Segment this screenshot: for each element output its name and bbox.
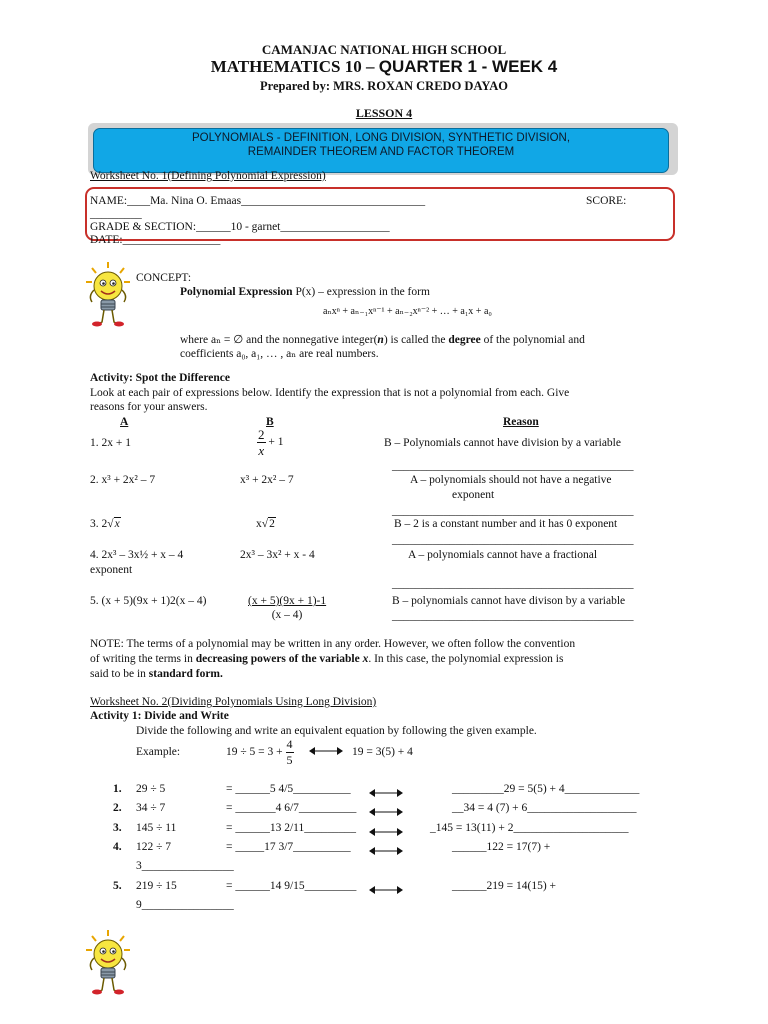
polynomial-formula: aₙxⁿ + aₙ₋₁xⁿ⁻¹ + aₙ₋₂xⁿ⁻² + … + a₁x + a₀ <box>323 306 492 317</box>
item-3-equation[interactable]: _145 = 13(11) + 2____________________ <box>430 822 629 834</box>
name-label: NAME: <box>90 195 128 207</box>
score-blank[interactable]: _________ <box>90 208 142 220</box>
def-degree: degree <box>448 334 481 346</box>
item-4-problem: 122 ÷ 7 <box>136 841 172 853</box>
item-3-answer[interactable]: = ______13 2/11_________ <box>226 822 357 834</box>
date-row <box>90 234 220 246</box>
row-1-a: 1. 2x + 1 <box>90 437 131 449</box>
topic-banner <box>93 128 669 173</box>
row-3-b-prefix: x <box>256 518 262 530</box>
grade-value[interactable]: ______10 - garnet___________________ <box>196 221 390 233</box>
row-1-reason: B – Polynomials cannot have division by a variable <box>384 437 621 449</box>
sqrt-icon: √ <box>107 518 114 530</box>
column-header-a: A <box>120 416 129 428</box>
row-3-a-radicand: x <box>114 518 120 530</box>
example-label: Example: <box>136 746 181 758</box>
activity-1-title: Activity: Spot the Difference <box>90 372 230 384</box>
item-3-number: 3. <box>113 822 122 834</box>
item-1-problem: 29 ÷ 5 <box>136 783 166 795</box>
example-numerator: 4 <box>286 737 293 751</box>
note-standard-form: standard form. <box>148 668 223 680</box>
item-3-problem: 145 ÷ 11 <box>136 822 177 834</box>
quarter-week-label: QUARTER 1 - WEEK 4 <box>378 57 558 76</box>
score-label: SCORE: <box>586 195 627 207</box>
double-arrow-icon <box>368 826 404 838</box>
item-1-answer[interactable]: = ______5 4/5__________ <box>226 783 351 795</box>
item-4-equation-cont[interactable]: 3________________ <box>136 860 234 872</box>
item-4-answer[interactable]: = _____17 3/7__________ <box>226 841 351 853</box>
note-text-a: of writing the terms in <box>90 653 196 665</box>
row-2-b: x³ + 2x² – 7 <box>240 474 294 486</box>
item-5-equation[interactable]: ______219 = 14(15) + <box>452 880 557 892</box>
date-blank[interactable]: _________________ <box>122 234 221 246</box>
def-n: n <box>377 334 384 346</box>
school-name: CAMANJAC NATIONAL HIGH SCHOOL <box>261 42 507 57</box>
banner-line-2: REMAINDER THEOREM AND FACTOR THEOREM <box>247 146 515 158</box>
concept-heading: Polynomial Expression <box>180 286 293 298</box>
row-2-reason-cont: exponent <box>452 489 495 501</box>
activity-1-instructions-line-2: reasons for your answers. <box>90 401 208 413</box>
row-5-b-numerator: (x + 5)(9x + 1)-1 <box>248 595 327 607</box>
item-1-equation[interactable]: _________29 = 5(5) + 4_____________ <box>452 783 640 795</box>
item-4-number: 4. <box>113 841 122 853</box>
note-line-1: NOTE: The terms of a polynomial may be written in any order. However, we often follow the convention <box>90 638 576 650</box>
note-var: x <box>362 653 369 665</box>
double-arrow-icon <box>368 845 404 857</box>
item-5-equation-cont[interactable]: 9________________ <box>136 899 234 911</box>
row-4-a-cont: exponent <box>90 564 133 576</box>
row-3-a <box>90 518 121 530</box>
row-1-b-numerator: 2 <box>258 427 265 442</box>
note-line-3 <box>90 668 223 680</box>
double-arrow-icon <box>368 884 404 896</box>
item-2-answer[interactable]: = _______4 6/7__________ <box>226 802 357 814</box>
column-header-b: B <box>266 416 274 428</box>
row-3-b-radicand: 2 <box>269 518 275 530</box>
name-row <box>90 195 425 207</box>
row-3-a-prefix: 3. 2 <box>90 518 108 530</box>
date-label: DATE: <box>90 234 123 246</box>
double-arrow-icon <box>368 787 404 799</box>
example-denominator: 5 <box>286 753 293 767</box>
example-rhs: 19 = 3(5) + 4 <box>352 746 413 758</box>
item-2-number: 2. <box>113 802 122 814</box>
row-1-b <box>257 427 284 458</box>
worksheet-1-title: Worksheet No. 1(Defining Polynomial Expression) <box>90 170 326 182</box>
activity-2-title: Activity 1: Divide and Write <box>90 710 229 722</box>
row-4-answer-line[interactable]: __________________________________________ <box>392 578 634 590</box>
example-division <box>226 737 294 768</box>
row-1-b-denominator: x <box>258 443 265 458</box>
column-header-reason: Reason <box>503 416 539 428</box>
concept-label: CONCEPT: <box>136 272 192 284</box>
def-text-c: of the polynomial and <box>480 334 585 346</box>
row-2-answer-line[interactable]: __________________________________________ <box>392 505 634 517</box>
row-3-answer-line[interactable]: __________________________________________ <box>392 534 634 546</box>
worksheet-2-title: Worksheet No. 2(Dividing Polynomials Using Long Division) <box>90 696 377 708</box>
double-arrow-icon <box>368 806 404 818</box>
lesson-label: LESSON 4 <box>355 106 413 120</box>
row-1-answer-line[interactable]: __________________________________________ <box>392 460 634 472</box>
row-3-reason: B – 2 is a constant number and it has 0 exponent <box>394 518 618 530</box>
row-3-b <box>256 518 276 530</box>
row-5-b <box>247 594 327 622</box>
item-2-equation[interactable]: __34 = 4 (7) + 6___________________ <box>452 802 637 814</box>
lightbulb-mascot-icon <box>84 928 132 996</box>
banner-line-1: POLYNOMIALS - DEFINITION, LONG DIVISION, SYNTHETIC DIVISION, <box>191 132 571 144</box>
double-arrow-icon <box>308 745 344 757</box>
grade-row <box>90 221 390 233</box>
subject-title <box>0 57 768 77</box>
subject-label: MATHEMATICS 10 – <box>210 57 379 76</box>
concept-heading-rest: P(x) – expression in the form <box>292 286 430 298</box>
name-value[interactable]: ____Ma. Nina O. Emaas________________________________ <box>127 195 426 207</box>
item-5-answer[interactable]: = ______14 9/15_________ <box>226 880 357 892</box>
row-4-reason: A – polynomials cannot have a fractional <box>408 549 598 561</box>
row-2-reason: A – polynomials should not have a negative <box>410 474 612 486</box>
item-2-problem: 34 ÷ 7 <box>136 802 166 814</box>
row-2-a: 2. x³ + 2x² – 7 <box>90 474 156 486</box>
row-5-answer-line[interactable]: __________________________________________ <box>392 610 634 622</box>
note-text-b: . In this case, the polynomial expression is <box>368 653 564 665</box>
row-4-a: 4. 2x³ – 3x½ + x – 4 <box>90 549 184 561</box>
concept-heading-row <box>180 286 430 298</box>
row-1-b-fraction <box>257 427 266 458</box>
concept-definition-line-2: coefficients a₀, a₁, … , aₙ are real numbers. <box>180 348 379 360</box>
def-text-a: where aₙ = ∅ and the nonnegative integer( <box>180 334 378 346</box>
row-5-a: 5. (x + 5)(9x + 1)2(x – 4) <box>90 595 207 607</box>
item-4-equation[interactable]: ______122 = 17(7) + <box>452 841 551 853</box>
note-line-2 <box>90 653 563 665</box>
note-text-c: said to be in <box>90 668 149 680</box>
item-1-number: 1. <box>113 783 122 795</box>
activity-2-instructions: Divide the following and write an equivalent equation by following the given example. <box>136 725 537 737</box>
lightbulb-mascot-icon <box>84 260 132 328</box>
row-1-b-rest: + 1 <box>265 436 284 449</box>
prepared-by: Prepared by: MRS. ROXAN CREDO DAYAO <box>260 79 508 93</box>
def-text-b: ) is called the <box>383 334 449 346</box>
sqrt-icon: √ <box>261 518 269 530</box>
note-bold: decreasing powers of the variable <box>195 653 363 665</box>
grade-label: GRADE & SECTION: <box>90 221 197 233</box>
item-5-problem: 219 ÷ 15 <box>136 880 177 892</box>
example-fraction <box>286 737 294 768</box>
item-5-number: 5. <box>113 880 122 892</box>
row-5-reason: B – polynomials cannot have divison by a variable <box>392 595 626 607</box>
concept-definition-line-1 <box>180 332 585 346</box>
example-lhs: 19 ÷ 5 = 3 + <box>226 746 286 759</box>
activity-1-instructions-line-1: Look at each pair of expressions below. Identify the expression that is not a polynomial from each. Give <box>90 387 570 399</box>
row-5-b-denominator: (x – 4) <box>271 609 303 621</box>
row-4-b: 2x³ – 3x² + x - 4 <box>240 549 315 561</box>
row-5-b-fraction <box>247 594 327 622</box>
